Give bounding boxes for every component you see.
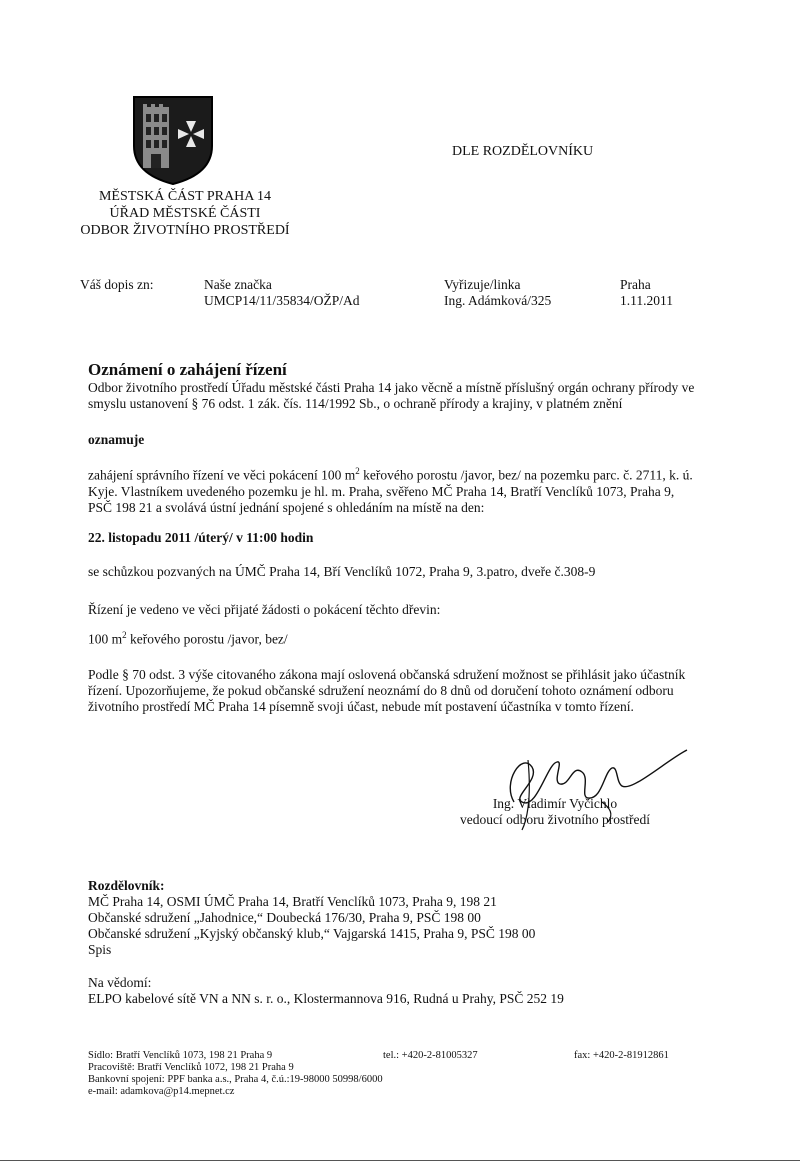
our-ref-label: Naše značka	[204, 277, 272, 292]
distribution-label: Rozdělovník:	[88, 878, 165, 893]
footer-address	[88, 1050, 383, 1098]
trees-description: keřového porostu /javor, bez/	[126, 631, 288, 647]
signatory-role: vedoucí odboru životního prostředí	[459, 812, 651, 827]
page-bottom-rule	[0, 1160, 800, 1161]
cc-label: Na vědomí:	[88, 975, 152, 990]
handler	[444, 277, 551, 309]
trees-amount: 100 m	[88, 631, 123, 647]
procedure-line	[88, 463, 728, 484]
procedure-text: keřového porostu /javor, bez/ na pozemku parc. č. 2711, k. ú.	[359, 467, 693, 483]
distribution-item: MČ Praha 14, OSMI ÚMČ Praha 14, Bratří Venclíků 1073, Praha 9, 198 21	[88, 894, 497, 909]
our-reference	[204, 277, 360, 309]
distribution-item: Občanské sdružení „Kyjský občanský klub,“ Vajgarská 1415, Praha 9, PSČ 198 00	[88, 926, 536, 941]
notice-line: životního prostředí MČ Praha 14 písemně svoji účast, nebude mít postavení účastníka v tomto řízení.	[88, 699, 634, 714]
document-title: Oznámení o zahájení řízení	[88, 360, 287, 379]
distribution-item: Občanské sdružení „Jahodnice,“ Doubecká 176/30, Praha 9, PSČ 198 00	[88, 910, 481, 925]
org-office-line: ÚŘAD MĚSTSKÉ ČÁSTI	[109, 206, 261, 221]
signatory-name: Ing. Vladimír Vyčichlo	[492, 796, 618, 811]
footer-phone: tel.: +420-2-81005327	[383, 1050, 478, 1061]
place: Praha	[620, 277, 651, 292]
footer-seat: Sídlo: Bratří Venclíků 1073, 198 21 Praha 9	[88, 1050, 273, 1061]
meeting-location: se schůzkou pozvaných na ÚMČ Praha 14, Bří Venclíků 1072, Praha 9, 3.patro, dveře č.308-9	[88, 564, 596, 579]
distribution-item: Spis	[88, 942, 112, 957]
footer-email: e-mail: adamkova@p14.mepnet.cz	[88, 1086, 235, 1097]
org-name-line: MĚSTSKÁ ČÁST PRAHA 14	[98, 189, 272, 204]
hearing-date-time: 22. listopadu 2011 /úterý/ v 11:00 hodin	[88, 530, 314, 545]
announces-heading: oznamuje	[88, 432, 145, 447]
cc-item: ELPO kabelové sítě VN a NN s. r. o., Klostermannova 916, Rudná u Prahy, PSČ 252 19	[88, 991, 564, 1006]
handler-value: Ing. Adámková/325	[444, 293, 552, 308]
document-date: 1.11.2011	[620, 293, 673, 308]
request-text: Řízení je vedeno ve věci přijaté žádosti o pokácení těchto dřevin:	[88, 602, 441, 617]
org-department-line: ODBOR ŽIVOTNÍHO PROSTŘEDÍ	[80, 223, 290, 238]
our-ref-value: UMCP14/11/35834/OŽP/Ad	[204, 293, 360, 308]
addressee: DLE ROZDĚLOVNÍKU	[452, 144, 594, 159]
procedure-line: PSČ 198 21 a svolává ústní jednání spojené s ohledáním na místě na den:	[88, 499, 485, 515]
superscript-2: 2	[355, 466, 360, 476]
organization-block	[60, 188, 310, 239]
notice-paragraph	[88, 667, 728, 715]
footer-bank: Bankovní spojení: PPF banka a.s., Praha 4, č.ú.:19-98000 50998/6000	[88, 1074, 383, 1085]
cc-list	[88, 975, 728, 1007]
notice-line: Podle § 70 odst. 3 výše citovaného zákona mají oslovená občanská sdružení možnost se přihlásit jako účastník	[88, 667, 686, 682]
distribution-list	[88, 878, 728, 958]
footer-fax: fax: +420-2-81912861	[574, 1050, 669, 1061]
notice-line: řízení. Upozorňujeme, že pokud občanské sdružení neoznámí do 8 dnů od doručení tohoto oznámení odboru	[88, 683, 674, 698]
intro-line: smyslu ustanovení § 76 odst. 1 zák. čís. 114/1992 Sb., o ochraně přírody a krajiny, v platném znění	[88, 396, 623, 411]
procedure-line: Kyje. Vlastníkem uvedeného pozemku je hl. m. Praha, svěřeno MČ Praha 14, Bratří Venclíků 1073, Praha 9,	[88, 483, 675, 499]
footer-workplace: Pracoviště: Bratří Venclíků 1072, 198 21 Praha 9	[88, 1062, 294, 1073]
your-letter-label: Váš dopis zn:	[80, 277, 154, 292]
intro-line: Odbor životního prostředí Úřadu městské části Praha 14 jako věcně a místně příslušný orgán ochrany přírody ve	[88, 380, 695, 395]
intro-paragraph	[88, 380, 728, 412]
place-date	[620, 277, 673, 309]
procedure-text: zahájení správního řízení ve věci pokácení 100 m	[88, 467, 356, 483]
procedure-paragraph	[88, 463, 728, 516]
superscript-2: 2	[122, 630, 127, 640]
trees-text	[88, 627, 288, 648]
coat-of-arms-logo	[131, 94, 215, 186]
signatory	[455, 796, 655, 828]
handler-label: Vyřizuje/linka	[444, 277, 521, 292]
